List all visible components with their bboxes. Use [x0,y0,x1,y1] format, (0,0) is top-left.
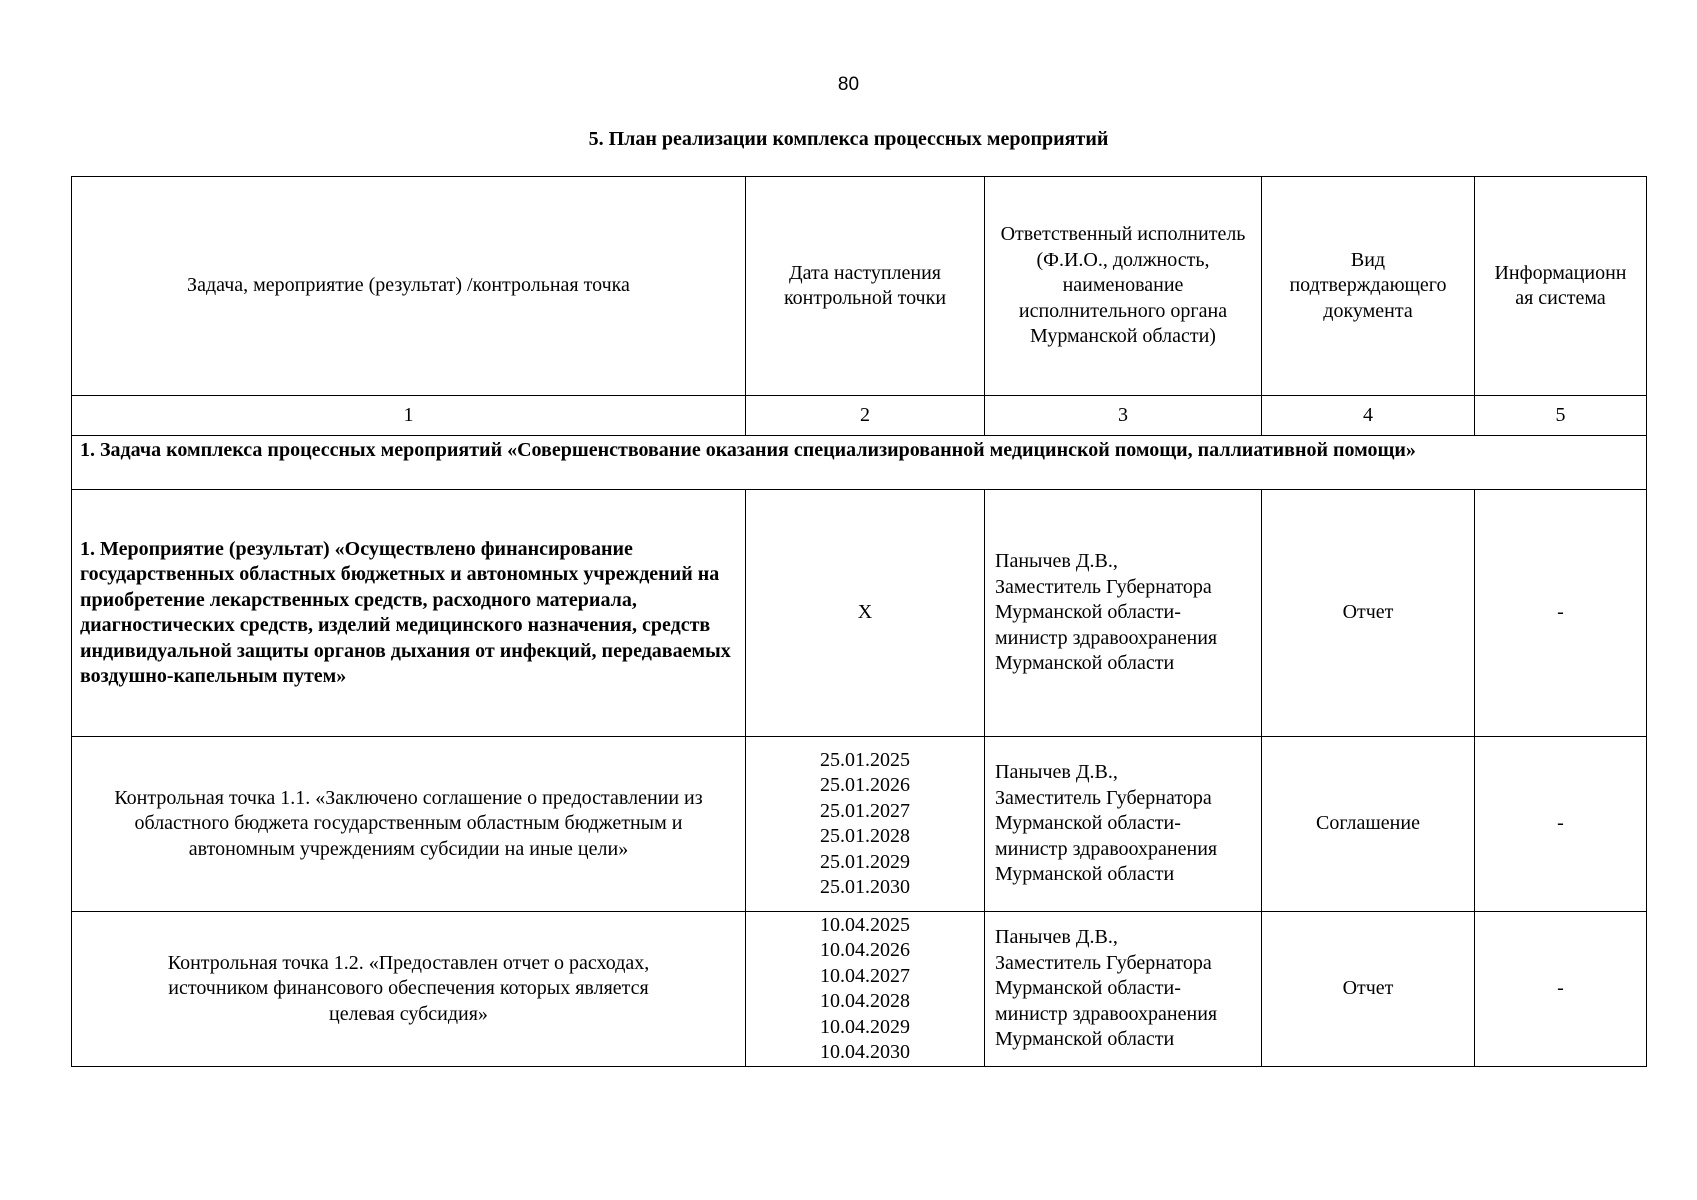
date-value: 25.01.2029 [820,850,910,873]
column-number: 5 [1475,396,1647,436]
checkpoint-name: Контрольная точка 1.1. «Заключено соглашение о предоставлении из областного бюджета государственным областным бюджетным и автономным учреждениям субсидии на иные цели» [72,737,746,912]
page-title: 5. План реализации комплекса процессных мероприятий [588,128,1109,150]
table-header-row [72,177,1647,396]
header-system: Информационн ая система [1475,177,1647,396]
column-number: 1 [72,396,746,436]
date-value: 25.01.2030 [820,876,910,898]
header-date: Дата наступления контрольной точки [746,177,985,396]
table-row [72,737,1647,912]
date-cell [746,737,985,912]
responsible-line: Мурманской области- [995,812,1181,835]
responsible-line: Мурманской области [995,1028,1175,1051]
responsible-line: министр здравоохранения [995,1002,1218,1025]
checkpoint-name: Контрольная точка 1.2. «Предоставлен отчет о расходах, источником финансового обеспечения которых является целевая субсидия» [72,912,746,1067]
responsible-line: министр здравоохранения [995,837,1218,860]
task-title: 1. Задача комплекса процессных мероприятий «Совершенствование оказания специализированной медицинской помощи, паллиативной помощи» [72,436,1647,490]
date-value: 10.04.2029 [820,1015,910,1038]
responsible-line: Мурманской области- [995,601,1181,624]
information-system: - [1475,737,1647,912]
date-value: 25.01.2025 [820,748,910,771]
table-row [72,490,1647,737]
information-system: - [1475,490,1647,737]
responsible-line: Мурманской области [995,863,1175,886]
date-value: 10.04.2025 [820,913,910,936]
measure-name: 1. Мероприятие (результат) «Осуществлено финансирование государственных областных бюджетных и автономных учреждений на приобретение лекарственных средств, расходного материала, диагностических средств, изделий медицинского назначения, средств индивидуальной защиты органов дыхания от инфекций, передаваемых воздушно-капельным путем» [72,490,746,737]
date-value: 25.01.2027 [820,799,910,822]
date-value: 10.04.2030 [820,1041,910,1063]
document-type: Отчет [1262,490,1475,737]
column-number: 3 [985,396,1262,436]
responsible-line: Заместитель Губернатора [995,575,1212,598]
column-numbers-row [72,396,1647,436]
responsible-line: Заместитель Губернатора [995,951,1212,974]
responsible-cell [985,737,1262,912]
responsible-line: Мурманской области- [995,977,1181,1000]
date-value: 25.01.2028 [820,825,910,847]
date-value: 10.04.2027 [820,964,910,987]
date-value: X [857,601,873,624]
header-task: Задача, мероприятие (результат) /контрольная точка [72,177,746,396]
responsible-line: Мурманской области [995,652,1175,675]
date-cell [746,490,985,737]
document-type: Соглашение [1262,737,1475,912]
task-row [72,436,1647,490]
responsible-line: Панычев Д.В., [995,761,1118,784]
header-responsible: Ответственный исполнитель (Ф.И.О., должность, наименование исполнительного органа Мурманской области) [985,177,1262,396]
responsible-cell [985,490,1262,737]
page-number: 80 [837,74,860,95]
responsible-cell [985,912,1262,1067]
date-value: 25.01.2026 [820,774,910,796]
responsible-line: Заместитель Губернатора [995,786,1212,809]
column-number: 4 [1262,396,1475,436]
responsible-line: Панычев Д.В., [995,550,1118,573]
header-document: Вид подтверждающего документа [1262,177,1475,396]
column-number: 2 [746,396,985,436]
document-type: Отчет [1262,912,1475,1067]
responsible-line: министр здравоохранения [995,626,1218,649]
implementation-plan-table [71,176,1647,1067]
date-cell [746,912,985,1067]
information-system: - [1475,912,1647,1067]
responsible-line: Панычев Д.В., [995,926,1118,949]
date-value: 10.04.2028 [820,990,910,1012]
table-row [72,912,1647,1067]
date-value: 10.04.2026 [820,939,910,961]
